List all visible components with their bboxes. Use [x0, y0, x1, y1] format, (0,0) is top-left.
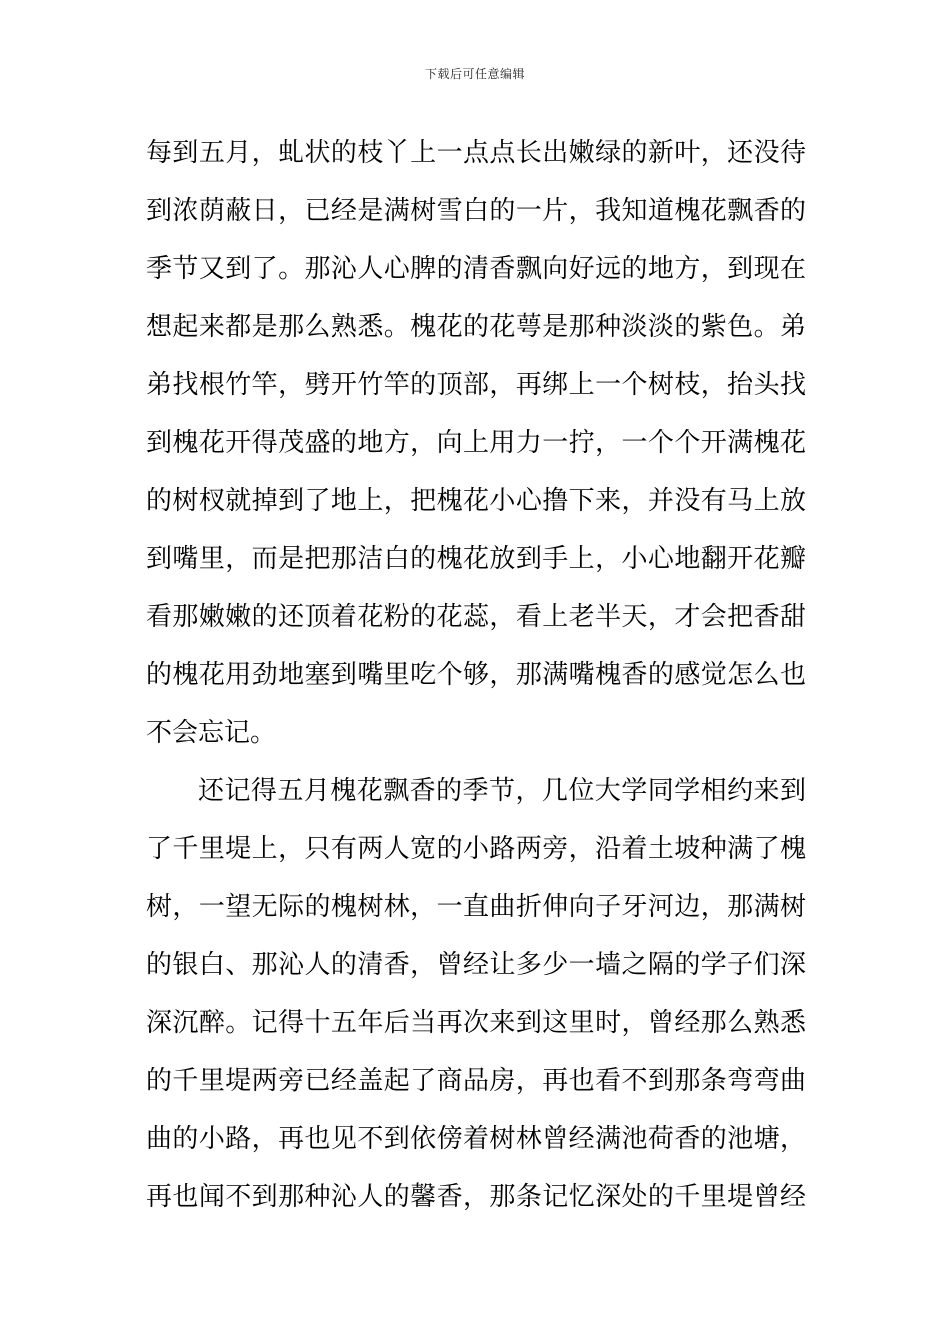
text-line: 深沉醉。记得十五年后当再次来到这里时，曾经那么熟悉	[146, 1008, 806, 1038]
text-line: 的银白、那沁人的清香，曾经让多少一墙之隔的学子们深	[146, 950, 806, 980]
paragraph-1	[146, 124, 806, 762]
text-line: 看那嫩嫩的还顶着花粉的花蕊，看上老半天，才会把香甜	[146, 602, 806, 632]
text-line: 再也闻不到那种沁人的馨香，那条记忆深处的千里堤曾经	[146, 1182, 806, 1212]
text-line: 每到五月，虬状的枝丫上一点点长出嫩绿的新叶，还没待	[146, 138, 806, 168]
text-line: 到浓荫蔽日，已经是满树雪白的一片，我知道槐花飘香的	[146, 196, 806, 226]
text-line: 想起来都是那么熟悉。槐花的花萼是那种淡淡的紫色。弟	[146, 312, 806, 342]
text-line: 的槐花用劲地塞到嘴里吃个够，那满嘴槐香的感觉怎么也	[146, 660, 806, 690]
text-line: 了千里堤上，只有两人宽的小路两旁，沿着土坡种满了槐	[146, 834, 806, 864]
text-line: 的树杈就掉到了地上，把槐花小心撸下来，并没有马上放	[146, 486, 806, 516]
paragraph-2	[146, 762, 806, 1226]
text-line: 还记得五月槐花飘香的季节，几位大学同学相约来到	[198, 776, 806, 806]
text-line: 树，一望无际的槐树林，一直曲折伸向子牙河边，那满树	[146, 892, 806, 922]
page-header: 下载后可任意编辑	[424, 67, 525, 81]
text-line: 季节又到了。那沁人心脾的清香飘向好远的地方，到现在	[146, 254, 806, 284]
text-line: 曲的小路，再也见不到依傍着树林曾经满池荷香的池塘，	[146, 1124, 806, 1154]
text-line: 不会忘记。	[146, 718, 277, 748]
text-line: 弟找根竹竿，劈开竹竿的顶部，再绑上一个树枝，抬头找	[146, 370, 806, 400]
document-body	[146, 124, 806, 1226]
text-line: 到槐花开得茂盛的地方，向上用力一拧，一个个开满槐花	[146, 428, 806, 458]
text-line: 的千里堤两旁已经盖起了商品房，再也看不到那条弯弯曲	[146, 1066, 806, 1096]
text-line: 到嘴里，而是把那洁白的槐花放到手上，小心地翻开花瓣	[146, 544, 806, 574]
